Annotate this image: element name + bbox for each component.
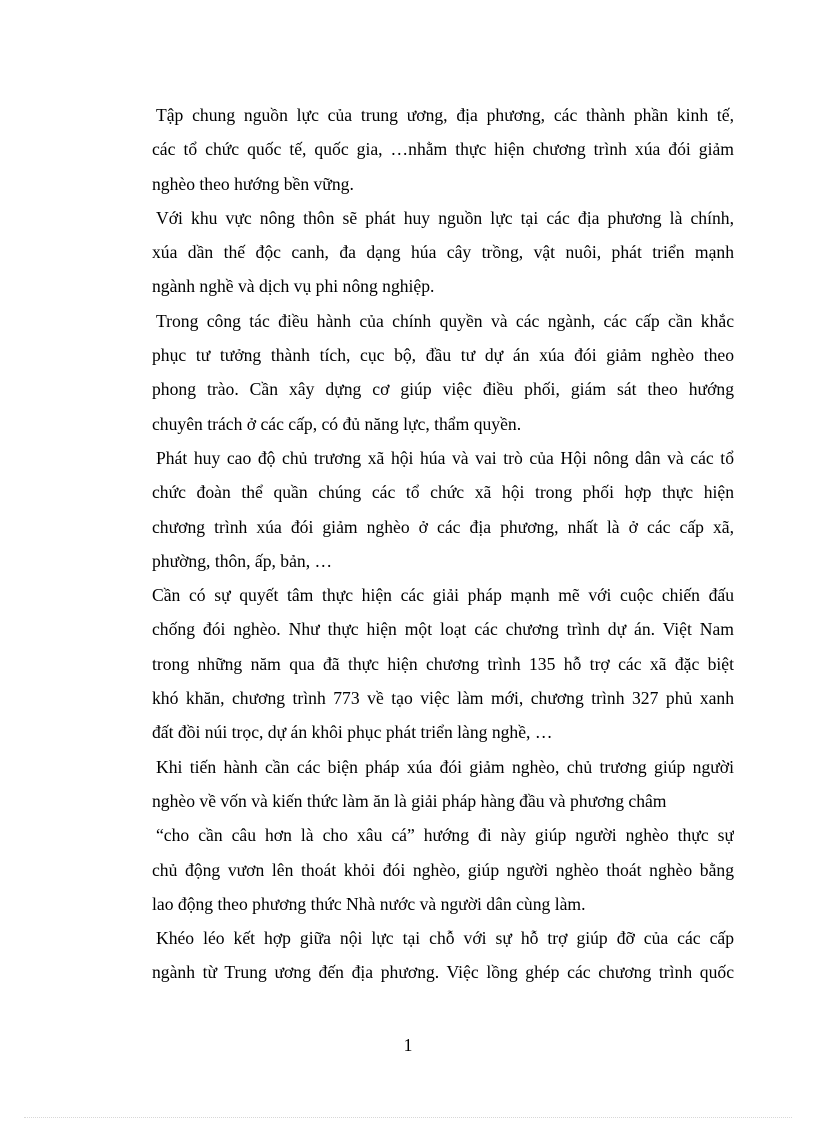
paragraph-2-line-2: xúa dần thế độc canh, đa dạng húa cây trồng, vật nuôi, phát triển mạnh [152, 242, 734, 263]
paragraph-1-line-2: các tổ chức quốc tế, quốc gia, …nhằm thực hiện chương trình xúa đói giảm [152, 139, 734, 160]
paragraph-1-line-1: Tập chung nguồn lực của trung ương, địa phương, các thành phần kinh tế, [156, 105, 734, 125]
paragraph-1-line-3: nghèo theo hướng bền vững. [152, 173, 354, 194]
paragraph-4-line-4: phường, thôn, ấp, bản, … [152, 550, 333, 571]
paragraph-3-line-1: Trong công tác điều hành của chính quyền và các ngành, các cấp cần khắc [156, 310, 734, 331]
paragraph-7-line-1: Khéo léo kết hợp giữa nội lực tại chỗ với sự hỗ trợ giúp đỡ của các cấp [156, 928, 734, 949]
paragraph-6-line-2: nghèo về vốn và kiến thức làm ăn là giải pháp hàng đầu và phương châm [152, 790, 667, 811]
paragraph-5-line-2: chống đói nghèo. Như thực hiện một loạt các chương trình dự án. Việt Nam [152, 619, 734, 640]
body-text [152, 98, 734, 990]
paragraph-3-line-2: phục tư tưởng thành tích, cục bộ, đầu tư dự án xúa đói giảm nghèo theo [152, 345, 734, 366]
paragraph-5-line-1: Cần có sự quyết tâm thực hiện các giải pháp mạnh mẽ với cuộc chiến đấu [152, 585, 734, 606]
paragraph-4-line-3: chương trình xúa đói giảm nghèo ở các địa phương, nhất là ở các cấp xã, [152, 516, 734, 537]
paragraph-5-line-4: khó khăn, chương trình 773 về tạo việc làm mới, chương trình 327 phủ xanh [152, 688, 734, 709]
paragraph-5-line-5: đất đồi núi trọc, dự án khôi phục phát triển làng nghề, … [152, 722, 553, 743]
paragraph-6-line-4: chủ động vươn lên thoát khỏi đói nghèo, giúp người nghèo thoát nghèo bằng [152, 859, 734, 880]
page-bottom-divider [24, 1117, 792, 1118]
paragraph-6-line-5: lao động theo phương thức Nhà nước và người dân cùng làm. [152, 893, 586, 914]
paragraph-3-line-3: phong trào. Cần xây dựng cơ giúp việc điều phối, giám sát theo hướng [152, 379, 734, 400]
paragraph-7-line-2: ngành từ Trung ương đến địa phương. Việc lồng ghép các chương trình quốc [152, 962, 734, 983]
paragraph-4-line-1: Phát huy cao độ chủ trương xã hội húa và vai trò của Hội nông dân và các tổ [156, 447, 734, 468]
paragraph-4-line-2: chức đoàn thể quần chúng các tổ chức xã hội trong phối hợp thực hiện [152, 482, 734, 503]
paragraph-2-line-1: Với khu vực nông thôn sẽ phát huy nguồn lực tại các địa phương là chính, [156, 207, 734, 228]
paragraph-6-line-3: “cho cần câu hơn là cho xâu cá” hướng đi này giúp người nghèo thực sự [156, 825, 734, 846]
paragraph-3-line-4: chuyên trách ở các cấp, có đủ năng lực, thẩm quyền. [152, 413, 522, 434]
page-number: 1 [403, 1035, 413, 1055]
paragraph-6-line-1: Khi tiến hành cần các biện pháp xúa đói giảm nghèo, chủ trương giúp người [156, 756, 734, 777]
paragraph-2-line-3: ngành nghề và dịch vụ phi nông nghiệp. [152, 276, 435, 297]
paragraph-5-line-3: trong những năm qua đã thực hiện chương trình 135 hỗ trợ các xã đặc biệt [152, 653, 734, 674]
